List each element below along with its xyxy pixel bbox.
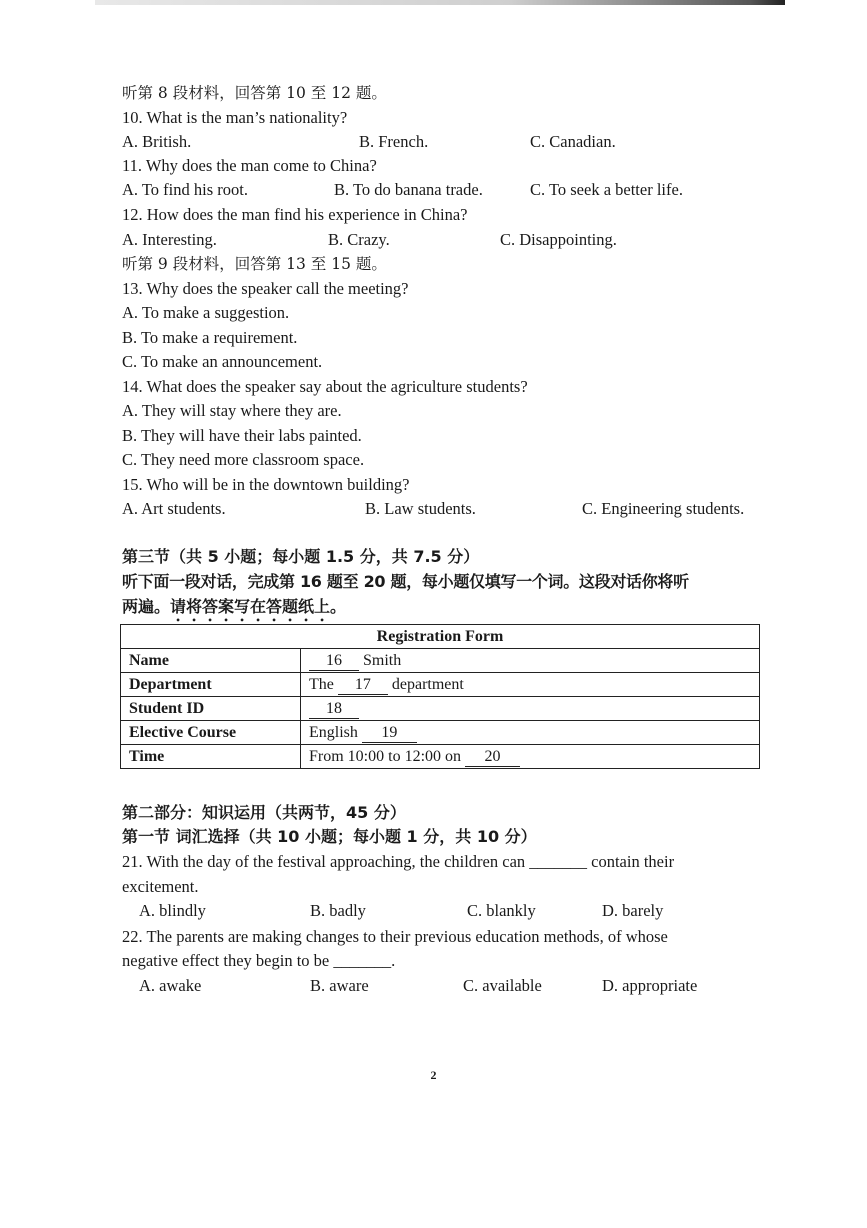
option-22d: D. appropriate [602, 976, 698, 995]
row-label: Student ID [121, 697, 301, 721]
option-13b: B. To make a requirement. [122, 328, 298, 347]
form-row [121, 745, 760, 769]
option-15b: B. Law students. [365, 499, 476, 518]
part2-title: 第二部分：知识运用（共两节，45 分） [122, 803, 406, 822]
option-22b: B. aware [310, 976, 369, 995]
question-12: 12. How does the man find his experience in China? [122, 205, 468, 224]
instruction-2a: 两遍。 [122, 597, 171, 616]
row-label: Name [121, 649, 301, 673]
option-11a: A. To find his root. [122, 180, 248, 199]
blank-18: 18 [309, 700, 359, 719]
option-13a: A. To make a suggestion. [122, 303, 290, 322]
row-label: Elective Course [121, 721, 301, 745]
question-15: 15. Who will be in the downtown building? [122, 475, 410, 494]
form-row [121, 673, 760, 697]
option-11b: B. To do banana trade. [334, 180, 483, 199]
question-10: 10. What is the man’s nationality? [122, 108, 348, 127]
blank-20: 20 [465, 748, 520, 767]
row-value: The 17 department [301, 673, 760, 697]
question-21-line1: 21. With the day of the festival approaching, the children can _______ contain their [122, 852, 675, 871]
row-value [301, 697, 760, 721]
page-number: 2 [430, 1068, 437, 1082]
option-22c: C. available [463, 976, 542, 995]
question-11: 11. Why does the man come to China? [122, 156, 377, 175]
part3-title: 第三节（共 5 小题；每小题 1.5 分，共 7.5 分） [122, 547, 480, 566]
section9-heading: 听第 9 段材料，回答第 13 至 15 题。 [122, 255, 387, 273]
option-21b: B. badly [310, 901, 366, 920]
option-10b: B. French. [359, 132, 429, 151]
part3-instruction-1: 听下面一段对话，完成第 16 题至 20 题，每小题仅填写一个词。这段对话你将听 [122, 572, 689, 591]
registration-form [120, 624, 760, 769]
option-14c: C. They need more classroom space. [122, 450, 365, 469]
question-21-line2: excitement. [122, 877, 199, 896]
option-14b: B. They will have their labs painted. [122, 426, 362, 445]
blank-17: 17 [338, 676, 388, 695]
option-15c: C. Engineering students. [582, 499, 745, 518]
blank-19: 19 [362, 724, 417, 743]
option-21d: D. barely [602, 901, 664, 920]
blank-16: 16 [309, 652, 359, 671]
option-12a: A. Interesting. [122, 230, 217, 249]
row-value: 16 Smith [301, 649, 760, 673]
row-value: English 19 [301, 721, 760, 745]
form-title: Registration Form [121, 625, 760, 649]
question-22-line1: 22. The parents are making changes to their previous education methods, of whose [122, 927, 668, 946]
part3-instruction-2 [122, 596, 346, 625]
question-14: 14. What does the speaker say about the agriculture students? [122, 377, 528, 396]
row-label: Department [121, 673, 301, 697]
option-10a: A. British. [122, 132, 192, 151]
scan-edge [95, 0, 785, 5]
option-21c: C. blankly [467, 901, 536, 920]
option-22a: A. awake [139, 976, 202, 995]
form-row [121, 697, 760, 721]
form-row [121, 721, 760, 745]
option-12c: C. Disappointing. [500, 230, 617, 249]
question-13: 13. Why does the speaker call the meeting? [122, 279, 409, 298]
option-15a: A. Art students. [122, 499, 226, 518]
row-value: From 10:00 to 12:00 on 20 [301, 745, 760, 769]
question-22-line2: negative effect they begin to be _______. [122, 951, 396, 970]
option-12b: B. Crazy. [328, 230, 390, 249]
part2-subtitle: 第一节 词汇选择（共 10 小题；每小题 1 分，共 10 分） [122, 827, 537, 846]
option-13c: C. To make an announcement. [122, 352, 323, 371]
option-10c: C. Canadian. [530, 132, 616, 151]
option-14a: A. They will stay where they are. [122, 401, 342, 420]
instruction-2b: 请将答案写在答题纸上。 [170, 597, 347, 616]
form-row [121, 649, 760, 673]
option-21a: A. blindly [139, 901, 206, 920]
option-11c: C. To seek a better life. [530, 180, 683, 199]
section8-heading: 听第 8 段材料，回答第 10 至 12 题。 [122, 84, 387, 102]
row-label: Time [121, 745, 301, 769]
